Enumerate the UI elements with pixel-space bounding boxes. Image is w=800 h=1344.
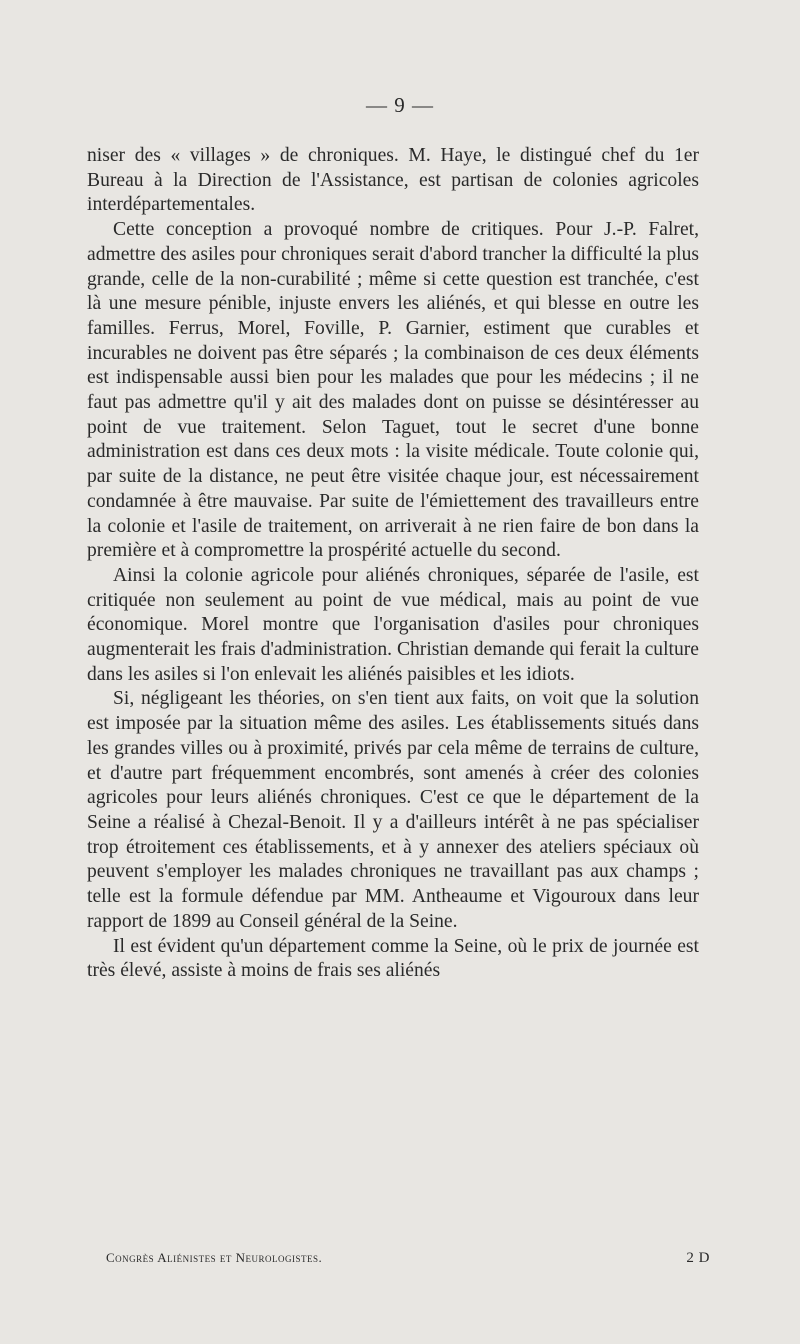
paragraph: niser des « villages » de chroniques. M. Haye, le distingué chef du 1er Bureau à la Direction de l'Assistance, est partisan de colonies agricoles interdépartementales.	[87, 145, 699, 216]
paragraph: Cette conception a provoqué nombre de critiques. Pour J.-P. Falret, admettre des asiles pour chroniques serait d'abord trancher la difficulté la plus grande, celle de la non-curabilité ; même si cette question est tranchée, c'est là une mesure pénible, injuste envers les aliénés, et qui blesse en outre les familles. Ferrus, Morel, Foville, P. Garnier, estiment que curables et incurables ne doivent pas être séparés ; la combinaison de ces deux éléments est indispensable aussi bien pour les malades que pour les médecins ; il ne faut pas admettre qu'il y ait des malades dont on puisse se désintéresser au point de vue traitement. Selon Taguet, tout le secret d'une bonne administration est dans ces deux mots : la visite médicale. Toute colonie qui, par suite de la distance, ne peut être visitée chaque jour, est nécessairement condamnée à être mauvaise. Par suite de l'émiettement des travailleurs entre la colonie et l'asile de traitement, on arriverait à ne rien faire de bon dans la première et à compromettre la prospérité actuelle du second.	[87, 219, 699, 562]
series-title: Congrès Aliénistes et Neurologistes.	[106, 1250, 323, 1265]
body-text	[87, 144, 699, 984]
page-number: — 9 —	[366, 93, 434, 117]
paragraph: Il est évident qu'un département comme la Seine, où le prix de journée est très élevé, assiste à moins de frais ses aliénés	[87, 935, 699, 982]
paragraph: Si, négligeant les théories, on s'en tient aux faits, on voit que la solution est imposée par la situation même des asiles. Les établissements situés dans les grandes villes ou à proximité, privés par cela même de terrains de culture, et d'autre part fréquemment encombrés, sont amenés à créer des colonies agricoles pour leurs aliénés chroniques. C'est ce que le département de la Seine a réalisé à Chezal-Benoit. Il y a d'ailleurs intérêt à ne pas spécialiser trop étroitement ces établissements, et à y annexer des ateliers spéciaux où peuvent s'employer les malades chroniques ne travaillant pas aux champs ; telle est la formule défendue par MM. Antheaume et Vigouroux dans leur rapport de 1899 au Conseil général de la Seine.	[87, 688, 699, 932]
signature-mark: 2 D	[686, 1250, 710, 1266]
paragraph: Ainsi la colonie agricole pour aliénés chroniques, séparée de l'asile, est critiquée non seulement au point de vue médical, mais au point de vue économique. Morel montre que l'organisation d'asiles pour chroniques augmenterait les frais d'administration. Christian demande qui ferait la culture dans les asiles si l'on enlevait les aliénés paisibles et les idiots.	[87, 564, 699, 685]
